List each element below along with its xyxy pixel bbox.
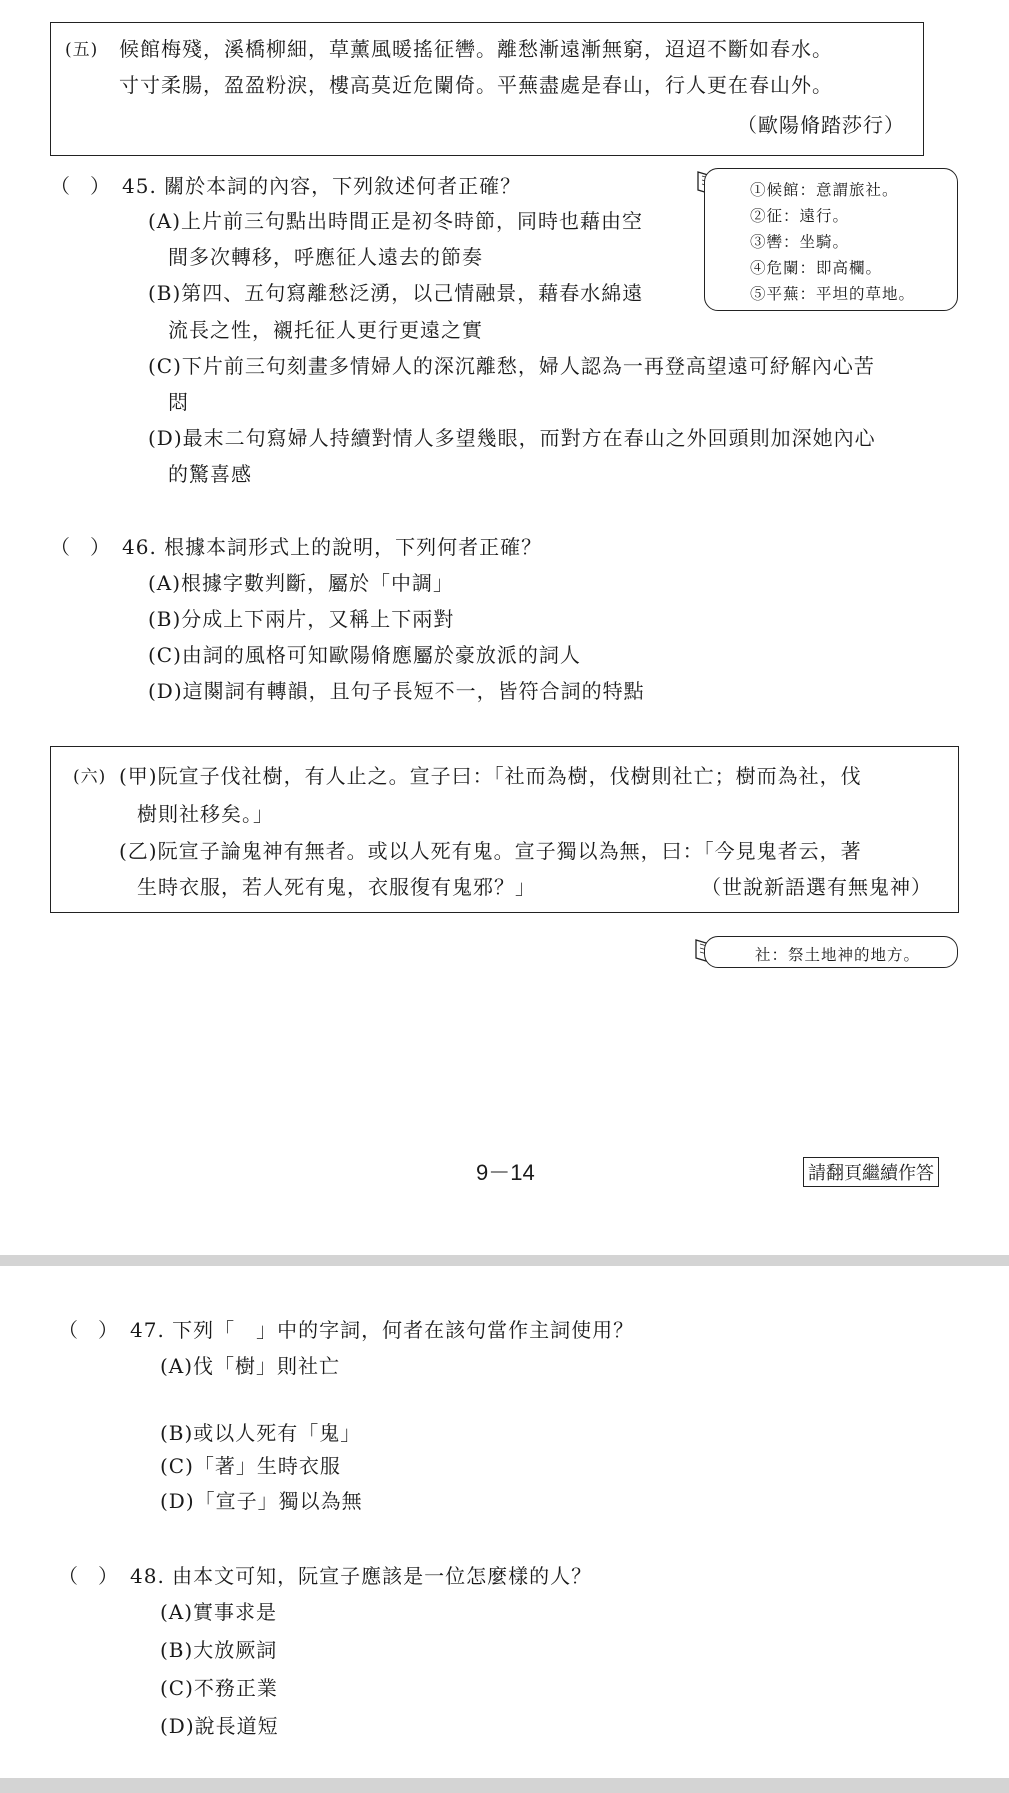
option-a[interactable]: (A)根據字數判斷，屬於「中調」 bbox=[148, 571, 455, 595]
answer-blank[interactable]: （ ） bbox=[58, 1564, 118, 1588]
passage-label: (六) bbox=[73, 767, 107, 787]
answer-blank[interactable]: （ ） bbox=[58, 1318, 118, 1342]
passage-source: （歐陽脩踏莎行） bbox=[737, 113, 905, 137]
option-text: 間多次轉移，呼應征人遠去的節奏 bbox=[168, 245, 483, 269]
option-c[interactable]: (C)下片前三句刻畫多情婦人的深沉離愁，婦人認為一再登高望遠可紓解內心苦 bbox=[148, 354, 875, 378]
passage-line: (乙)阮宣子論鬼神有無者。或以人死有鬼。宣子獨以為無，曰：「今見鬼者云，著 bbox=[119, 839, 862, 863]
answer-blank[interactable]: （ ） bbox=[50, 174, 110, 198]
option-c[interactable]: (C)不務正業 bbox=[160, 1676, 278, 1700]
page-separator bbox=[0, 1255, 1009, 1266]
notes-box bbox=[704, 168, 958, 311]
option-b[interactable]: (B)或以人死有「鬼」 bbox=[160, 1421, 362, 1445]
answer-blank[interactable]: （ ） bbox=[50, 535, 110, 559]
note-item: 社：祭土地神的地方。 bbox=[755, 946, 921, 964]
option-text: 的驚喜感 bbox=[168, 462, 252, 486]
question-stem: 45. 關於本詞的內容，下列敘述何者正確？ bbox=[122, 174, 522, 198]
option-c[interactable]: (C)由詞的風格可知歐陽脩應屬於豪放派的詞人 bbox=[148, 643, 581, 667]
page-separator bbox=[0, 1778, 1009, 1793]
passage-5-box bbox=[50, 22, 924, 156]
option-a[interactable]: (A)實事求是 bbox=[160, 1600, 278, 1624]
option-text: 悶 bbox=[168, 390, 189, 414]
question-stem: 48. 由本文可知，阮宣子應該是一位怎麼樣的人？ bbox=[130, 1564, 593, 1588]
page-number: 9－14 bbox=[476, 1160, 535, 1185]
continue-label: 請翻頁繼續作答 bbox=[803, 1157, 939, 1187]
note-item: ③轡：坐騎。 bbox=[750, 233, 850, 251]
passage-6-box bbox=[50, 746, 959, 913]
option-b[interactable]: (B)第四、五句寫離愁泛湧，以己情融景，藉春水綿遠 bbox=[148, 281, 644, 305]
option-a[interactable]: (A)上片前三句點出時間正是初冬時節，同時也藉由空 bbox=[148, 209, 644, 233]
option-d[interactable]: (D)這闋詞有轉韻，且句子長短不一，皆符合詞的特點 bbox=[148, 679, 645, 703]
passage-line: 生時衣服，若人死有鬼，衣服復有鬼邪？」 bbox=[137, 875, 536, 899]
option-d[interactable]: (D)最末二句寫婦人持續對情人多望幾眼，而對方在春山之外回頭則加深她內心 bbox=[148, 426, 876, 450]
passage-label: (五) bbox=[65, 40, 99, 60]
passage-source: （世說新語選有無鬼神） bbox=[701, 875, 932, 899]
option-text: 流長之性，襯托征人更行更遠之實 bbox=[168, 318, 483, 342]
passage-line: 寸寸柔腸，盈盈粉淚，樓高莫近危闌倚。平蕪盡處是春山，行人更在春山外。 bbox=[119, 73, 833, 97]
passage-line: 樹則社移矣。」 bbox=[137, 802, 274, 826]
option-a[interactable]: (A)伐「樹」則社亡 bbox=[160, 1354, 341, 1378]
note-item: ⑤平蕪：平坦的草地。 bbox=[750, 285, 916, 303]
option-c[interactable]: (C)「著」生時衣服 bbox=[160, 1454, 341, 1478]
option-b[interactable]: (B)分成上下兩片，又稱上下兩對 bbox=[148, 607, 455, 631]
passage-line: 候館梅殘，溪橋柳細，草薰風暖搖征轡。離愁漸遠漸無窮，迢迢不斷如春水。 bbox=[119, 37, 833, 61]
note-item: ④危闌：即高欄。 bbox=[750, 259, 883, 277]
option-b[interactable]: (B)大放厥詞 bbox=[160, 1638, 278, 1662]
option-d[interactable]: (D)說長道短 bbox=[160, 1714, 279, 1738]
note-item: ①候館：意謂旅社。 bbox=[750, 181, 899, 199]
question-stem: 47. 下列「 」中的字詞，何者在該句當作主詞使用？ bbox=[130, 1318, 635, 1342]
option-d[interactable]: (D)「宣子」獨以為無 bbox=[160, 1489, 363, 1513]
note-item: ②征：遠行。 bbox=[750, 207, 850, 225]
passage-line: (甲)阮宣子伐社樹，有人止之。宣子曰：「社而為樹，伐樹則社亡；樹而為社，伐 bbox=[119, 764, 862, 788]
question-stem: 46. 根據本詞形式上的說明，下列何者正確？ bbox=[122, 535, 543, 559]
notes-box bbox=[704, 936, 958, 968]
